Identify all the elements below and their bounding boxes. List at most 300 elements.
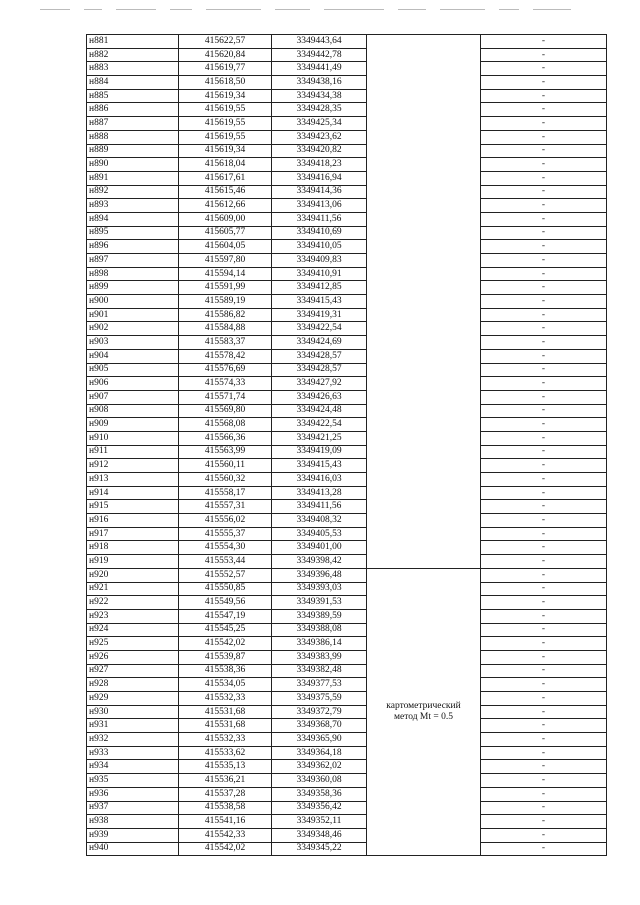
y-coordinate-cell: 3349416,94 — [272, 171, 367, 185]
point-id-cell: н902 — [87, 322, 179, 336]
x-coordinate-cell: 415560,32 — [179, 473, 272, 487]
x-coordinate-cell: 415619,55 — [179, 130, 272, 144]
dash-cell: - — [481, 144, 607, 158]
table-row — [87, 35, 607, 49]
y-coordinate-cell: 3349372,79 — [272, 705, 367, 719]
x-coordinate-cell: 415552,57 — [179, 568, 272, 582]
point-id-cell: н926 — [87, 650, 179, 664]
y-coordinate-cell: 3349416,03 — [272, 473, 367, 487]
dash-cell: - — [481, 322, 607, 336]
x-coordinate-cell: 415535,13 — [179, 760, 272, 774]
method-cell-blank — [367, 35, 481, 569]
point-id-cell: н888 — [87, 130, 179, 144]
coordinates-table — [86, 34, 607, 856]
point-id-cell: н892 — [87, 185, 179, 199]
table-row — [87, 678, 607, 692]
table-row — [87, 568, 607, 582]
dash-cell: - — [481, 212, 607, 226]
x-coordinate-cell: 415558,17 — [179, 486, 272, 500]
dash-cell: - — [481, 486, 607, 500]
point-id-cell: н934 — [87, 760, 179, 774]
x-coordinate-cell: 415571,74 — [179, 390, 272, 404]
dash-cell: - — [481, 596, 607, 610]
table-row — [87, 733, 607, 747]
y-coordinate-cell: 3349425,34 — [272, 117, 367, 131]
dash-cell: - — [481, 363, 607, 377]
point-id-cell: н927 — [87, 664, 179, 678]
dash-cell: - — [481, 733, 607, 747]
point-id-cell: н920 — [87, 568, 179, 582]
y-coordinate-cell: 3349428,57 — [272, 363, 367, 377]
table-row — [87, 760, 607, 774]
x-coordinate-cell: 415594,14 — [179, 267, 272, 281]
dash-cell: - — [481, 35, 607, 49]
scan-noise-strip — [40, 9, 610, 13]
point-id-cell: н883 — [87, 62, 179, 76]
point-id-cell: н905 — [87, 363, 179, 377]
y-coordinate-cell: 3349428,57 — [272, 349, 367, 363]
dash-cell: - — [481, 514, 607, 528]
x-coordinate-cell: 415538,36 — [179, 664, 272, 678]
x-coordinate-cell: 415566,36 — [179, 431, 272, 445]
x-coordinate-cell: 415532,33 — [179, 692, 272, 706]
point-id-cell: н912 — [87, 459, 179, 473]
point-id-cell: н936 — [87, 787, 179, 801]
point-id-cell: н904 — [87, 349, 179, 363]
point-id-cell: н925 — [87, 637, 179, 651]
table-row — [87, 801, 607, 815]
y-coordinate-cell: 3349358,36 — [272, 787, 367, 801]
x-coordinate-cell: 415542,02 — [179, 842, 272, 856]
point-id-cell: н919 — [87, 555, 179, 569]
dash-cell: - — [481, 62, 607, 76]
table-row — [87, 719, 607, 733]
dash-cell: - — [481, 240, 607, 254]
table-row — [87, 130, 607, 144]
dash-cell: - — [481, 746, 607, 760]
table-row — [87, 404, 607, 418]
point-id-cell: н899 — [87, 281, 179, 295]
y-coordinate-cell: 3349410,05 — [272, 240, 367, 254]
x-coordinate-cell: 415547,19 — [179, 609, 272, 623]
y-coordinate-cell: 3349415,43 — [272, 459, 367, 473]
y-coordinate-cell: 3349413,28 — [272, 486, 367, 500]
y-coordinate-cell: 3349418,23 — [272, 158, 367, 172]
x-coordinate-cell: 415542,02 — [179, 637, 272, 651]
point-id-cell: н911 — [87, 445, 179, 459]
y-coordinate-cell: 3349442,78 — [272, 48, 367, 62]
x-coordinate-cell: 415620,84 — [179, 48, 272, 62]
coordinates-table-body — [87, 35, 607, 856]
y-coordinate-cell: 3349388,08 — [272, 623, 367, 637]
table-row — [87, 774, 607, 788]
dash-cell: - — [481, 199, 607, 213]
y-coordinate-cell: 3349411,56 — [272, 500, 367, 514]
y-coordinate-cell: 3349414,36 — [272, 185, 367, 199]
dash-cell: - — [481, 678, 607, 692]
dash-cell: - — [481, 185, 607, 199]
table-row — [87, 308, 607, 322]
table-row — [87, 705, 607, 719]
table-row — [87, 842, 607, 856]
point-id-cell: н914 — [87, 486, 179, 500]
point-id-cell: н935 — [87, 774, 179, 788]
table-row — [87, 445, 607, 459]
dash-cell: - — [481, 692, 607, 706]
y-coordinate-cell: 3349377,53 — [272, 678, 367, 692]
point-id-cell: н897 — [87, 254, 179, 268]
x-coordinate-cell: 415538,58 — [179, 801, 272, 815]
table-row — [87, 486, 607, 500]
y-coordinate-cell: 3349424,48 — [272, 404, 367, 418]
x-coordinate-cell: 415560,11 — [179, 459, 272, 473]
y-coordinate-cell: 3349412,85 — [272, 281, 367, 295]
table-row — [87, 500, 607, 514]
table-row — [87, 281, 607, 295]
point-id-cell: н896 — [87, 240, 179, 254]
dash-cell: - — [481, 76, 607, 90]
y-coordinate-cell: 3349420,82 — [272, 144, 367, 158]
point-id-cell: н938 — [87, 815, 179, 829]
dash-cell: - — [481, 349, 607, 363]
dash-cell: - — [481, 404, 607, 418]
point-id-cell: н895 — [87, 226, 179, 240]
y-coordinate-cell: 3349428,35 — [272, 103, 367, 117]
table-row — [87, 62, 607, 76]
table-row — [87, 541, 607, 555]
dash-cell: - — [481, 158, 607, 172]
dash-cell: - — [481, 254, 607, 268]
dash-cell: - — [481, 719, 607, 733]
point-id-cell: н932 — [87, 733, 179, 747]
dash-cell: - — [481, 281, 607, 295]
point-id-cell: н939 — [87, 828, 179, 842]
point-id-cell: н887 — [87, 117, 179, 131]
table-row — [87, 199, 607, 213]
x-coordinate-cell: 415553,44 — [179, 555, 272, 569]
table-row — [87, 787, 607, 801]
table-row — [87, 144, 607, 158]
y-coordinate-cell: 3349438,16 — [272, 76, 367, 90]
point-id-cell: н891 — [87, 171, 179, 185]
x-coordinate-cell: 415554,30 — [179, 541, 272, 555]
y-coordinate-cell: 3349411,56 — [272, 212, 367, 226]
table-row — [87, 514, 607, 528]
point-id-cell: н890 — [87, 158, 179, 172]
point-id-cell: н881 — [87, 35, 179, 49]
table-row — [87, 89, 607, 103]
dash-cell: - — [481, 541, 607, 555]
dash-cell: - — [481, 637, 607, 651]
table-row — [87, 623, 607, 637]
y-coordinate-cell: 3349375,59 — [272, 692, 367, 706]
y-coordinate-cell: 3349365,90 — [272, 733, 367, 747]
table-row — [87, 377, 607, 391]
method-cell — [367, 568, 481, 855]
x-coordinate-cell: 415568,08 — [179, 418, 272, 432]
dash-cell: - — [481, 500, 607, 514]
dash-cell: - — [481, 568, 607, 582]
x-coordinate-cell: 415557,31 — [179, 500, 272, 514]
dash-cell: - — [481, 103, 607, 117]
dash-cell: - — [481, 171, 607, 185]
y-coordinate-cell: 3349419,09 — [272, 445, 367, 459]
x-coordinate-cell: 415612,66 — [179, 199, 272, 213]
point-id-cell: н930 — [87, 705, 179, 719]
point-id-cell: н928 — [87, 678, 179, 692]
x-coordinate-cell: 415618,04 — [179, 158, 272, 172]
x-coordinate-cell: 415550,85 — [179, 582, 272, 596]
point-id-cell: н885 — [87, 89, 179, 103]
table-row — [87, 267, 607, 281]
dash-cell: - — [481, 48, 607, 62]
x-coordinate-cell: 415541,16 — [179, 815, 272, 829]
x-coordinate-cell: 415563,99 — [179, 445, 272, 459]
point-id-cell: н918 — [87, 541, 179, 555]
y-coordinate-cell: 3349368,70 — [272, 719, 367, 733]
x-coordinate-cell: 415597,80 — [179, 254, 272, 268]
table-row — [87, 431, 607, 445]
table-row — [87, 117, 607, 131]
dash-cell: - — [481, 267, 607, 281]
x-coordinate-cell: 415619,55 — [179, 103, 272, 117]
y-coordinate-cell: 3349389,59 — [272, 609, 367, 623]
table-row — [87, 609, 607, 623]
point-id-cell: н924 — [87, 623, 179, 637]
point-id-cell: н906 — [87, 377, 179, 391]
point-id-cell: н921 — [87, 582, 179, 596]
y-coordinate-cell: 3349426,63 — [272, 390, 367, 404]
dash-cell: - — [481, 130, 607, 144]
x-coordinate-cell: 415533,62 — [179, 746, 272, 760]
dash-cell: - — [481, 226, 607, 240]
dash-cell: - — [481, 390, 607, 404]
y-coordinate-cell: 3349410,91 — [272, 267, 367, 281]
table-row — [87, 555, 607, 569]
x-coordinate-cell: 415617,61 — [179, 171, 272, 185]
dash-cell: - — [481, 459, 607, 473]
y-coordinate-cell: 3349386,14 — [272, 637, 367, 651]
y-coordinate-cell: 3349348,46 — [272, 828, 367, 842]
point-id-cell: н889 — [87, 144, 179, 158]
point-id-cell: н908 — [87, 404, 179, 418]
table-row — [87, 185, 607, 199]
x-coordinate-cell: 415532,33 — [179, 733, 272, 747]
y-coordinate-cell: 3349383,99 — [272, 650, 367, 664]
y-coordinate-cell: 3349364,18 — [272, 746, 367, 760]
dash-cell: - — [481, 527, 607, 541]
x-coordinate-cell: 415618,50 — [179, 76, 272, 90]
table-row — [87, 226, 607, 240]
point-id-cell: н940 — [87, 842, 179, 856]
point-id-cell: н884 — [87, 76, 179, 90]
point-id-cell: н917 — [87, 527, 179, 541]
point-id-cell: н903 — [87, 336, 179, 350]
y-coordinate-cell: 3349410,69 — [272, 226, 367, 240]
x-coordinate-cell: 415542,33 — [179, 828, 272, 842]
y-coordinate-cell: 3349415,43 — [272, 295, 367, 309]
point-id-cell: н901 — [87, 308, 179, 322]
table-row — [87, 637, 607, 651]
y-coordinate-cell: 3349422,54 — [272, 322, 367, 336]
dash-cell: - — [481, 815, 607, 829]
point-id-cell: н923 — [87, 609, 179, 623]
x-coordinate-cell: 415609,00 — [179, 212, 272, 226]
point-id-cell: н929 — [87, 692, 179, 706]
y-coordinate-cell: 3349441,49 — [272, 62, 367, 76]
y-coordinate-cell: 3349345,22 — [272, 842, 367, 856]
y-coordinate-cell: 3349382,48 — [272, 664, 367, 678]
y-coordinate-cell: 3349421,25 — [272, 431, 367, 445]
dash-cell: - — [481, 582, 607, 596]
y-coordinate-cell: 3349362,02 — [272, 760, 367, 774]
x-coordinate-cell: 415531,68 — [179, 705, 272, 719]
table-row — [87, 212, 607, 226]
x-coordinate-cell: 415545,25 — [179, 623, 272, 637]
dash-cell: - — [481, 801, 607, 815]
dash-cell: - — [481, 787, 607, 801]
x-coordinate-cell: 415555,37 — [179, 527, 272, 541]
y-coordinate-cell: 3349398,42 — [272, 555, 367, 569]
y-coordinate-cell: 3349401,00 — [272, 541, 367, 555]
dash-cell: - — [481, 555, 607, 569]
x-coordinate-cell: 415619,34 — [179, 144, 272, 158]
y-coordinate-cell: 3349424,69 — [272, 336, 367, 350]
dash-cell: - — [481, 623, 607, 637]
method-line-2: метод Mt = 0.5 — [393, 712, 453, 723]
table-row — [87, 828, 607, 842]
x-coordinate-cell: 415591,99 — [179, 281, 272, 295]
y-coordinate-cell: 3349391,53 — [272, 596, 367, 610]
point-id-cell: н886 — [87, 103, 179, 117]
y-coordinate-cell: 3349396,48 — [272, 568, 367, 582]
y-coordinate-cell: 3349443,64 — [272, 35, 367, 49]
table-row — [87, 650, 607, 664]
y-coordinate-cell: 3349356,42 — [272, 801, 367, 815]
x-coordinate-cell: 415605,77 — [179, 226, 272, 240]
x-coordinate-cell: 415589,19 — [179, 295, 272, 309]
dash-cell: - — [481, 431, 607, 445]
dash-cell: - — [481, 774, 607, 788]
table-row — [87, 322, 607, 336]
x-coordinate-cell: 415578,42 — [179, 349, 272, 363]
table-row — [87, 336, 607, 350]
dash-cell: - — [481, 445, 607, 459]
point-id-cell: н922 — [87, 596, 179, 610]
table-row — [87, 692, 607, 706]
table-row — [87, 746, 607, 760]
dash-cell: - — [481, 705, 607, 719]
dash-cell: - — [481, 650, 607, 664]
x-coordinate-cell: 415537,28 — [179, 787, 272, 801]
x-coordinate-cell: 415536,21 — [179, 774, 272, 788]
table-row — [87, 76, 607, 90]
table-row — [87, 103, 607, 117]
y-coordinate-cell: 3349427,92 — [272, 377, 367, 391]
y-coordinate-cell: 3349360,08 — [272, 774, 367, 788]
table-row — [87, 473, 607, 487]
point-id-cell: н916 — [87, 514, 179, 528]
dash-cell: - — [481, 609, 607, 623]
table-row — [87, 171, 607, 185]
dash-cell: - — [481, 295, 607, 309]
y-coordinate-cell: 3349423,62 — [272, 130, 367, 144]
y-coordinate-cell: 3349434,38 — [272, 89, 367, 103]
x-coordinate-cell: 415556,02 — [179, 514, 272, 528]
x-coordinate-cell: 415586,82 — [179, 308, 272, 322]
point-id-cell: н882 — [87, 48, 179, 62]
table-row — [87, 158, 607, 172]
x-coordinate-cell: 415619,34 — [179, 89, 272, 103]
dash-cell: - — [481, 117, 607, 131]
dash-cell: - — [481, 89, 607, 103]
table-row — [87, 815, 607, 829]
table-row — [87, 349, 607, 363]
x-coordinate-cell: 415531,68 — [179, 719, 272, 733]
table-row — [87, 596, 607, 610]
y-coordinate-cell: 3349405,53 — [272, 527, 367, 541]
x-coordinate-cell: 415615,46 — [179, 185, 272, 199]
table-row — [87, 48, 607, 62]
point-id-cell: н910 — [87, 431, 179, 445]
dash-cell: - — [481, 828, 607, 842]
y-coordinate-cell: 3349422,54 — [272, 418, 367, 432]
table-row — [87, 295, 607, 309]
y-coordinate-cell: 3349413,06 — [272, 199, 367, 213]
table-row — [87, 363, 607, 377]
point-id-cell: н907 — [87, 390, 179, 404]
point-id-cell: н909 — [87, 418, 179, 432]
x-coordinate-cell: 415584,88 — [179, 322, 272, 336]
table-row — [87, 664, 607, 678]
table-row — [87, 582, 607, 596]
dash-cell: - — [481, 308, 607, 322]
point-id-cell: н915 — [87, 500, 179, 514]
point-id-cell: н898 — [87, 267, 179, 281]
table-row — [87, 390, 607, 404]
dash-cell: - — [481, 418, 607, 432]
x-coordinate-cell: 415576,69 — [179, 363, 272, 377]
x-coordinate-cell: 415622,57 — [179, 35, 272, 49]
dash-cell: - — [481, 664, 607, 678]
x-coordinate-cell: 415583,37 — [179, 336, 272, 350]
x-coordinate-cell: 415604,05 — [179, 240, 272, 254]
x-coordinate-cell: 415619,55 — [179, 117, 272, 131]
point-id-cell: н913 — [87, 473, 179, 487]
x-coordinate-cell: 415569,80 — [179, 404, 272, 418]
x-coordinate-cell: 415549,56 — [179, 596, 272, 610]
table-row — [87, 254, 607, 268]
dash-cell: - — [481, 473, 607, 487]
dash-cell: - — [481, 336, 607, 350]
x-coordinate-cell: 415534,05 — [179, 678, 272, 692]
table-row — [87, 459, 607, 473]
table-row — [87, 240, 607, 254]
y-coordinate-cell: 3349352,11 — [272, 815, 367, 829]
point-id-cell: н894 — [87, 212, 179, 226]
point-id-cell: н893 — [87, 199, 179, 213]
point-id-cell: н900 — [87, 295, 179, 309]
dash-cell: - — [481, 377, 607, 391]
y-coordinate-cell: 3349408,32 — [272, 514, 367, 528]
y-coordinate-cell: 3349393,03 — [272, 582, 367, 596]
x-coordinate-cell: 415574,33 — [179, 377, 272, 391]
table-row — [87, 418, 607, 432]
point-id-cell: н937 — [87, 801, 179, 815]
x-coordinate-cell: 415539,87 — [179, 650, 272, 664]
dash-cell: - — [481, 842, 607, 856]
point-id-cell: н931 — [87, 719, 179, 733]
